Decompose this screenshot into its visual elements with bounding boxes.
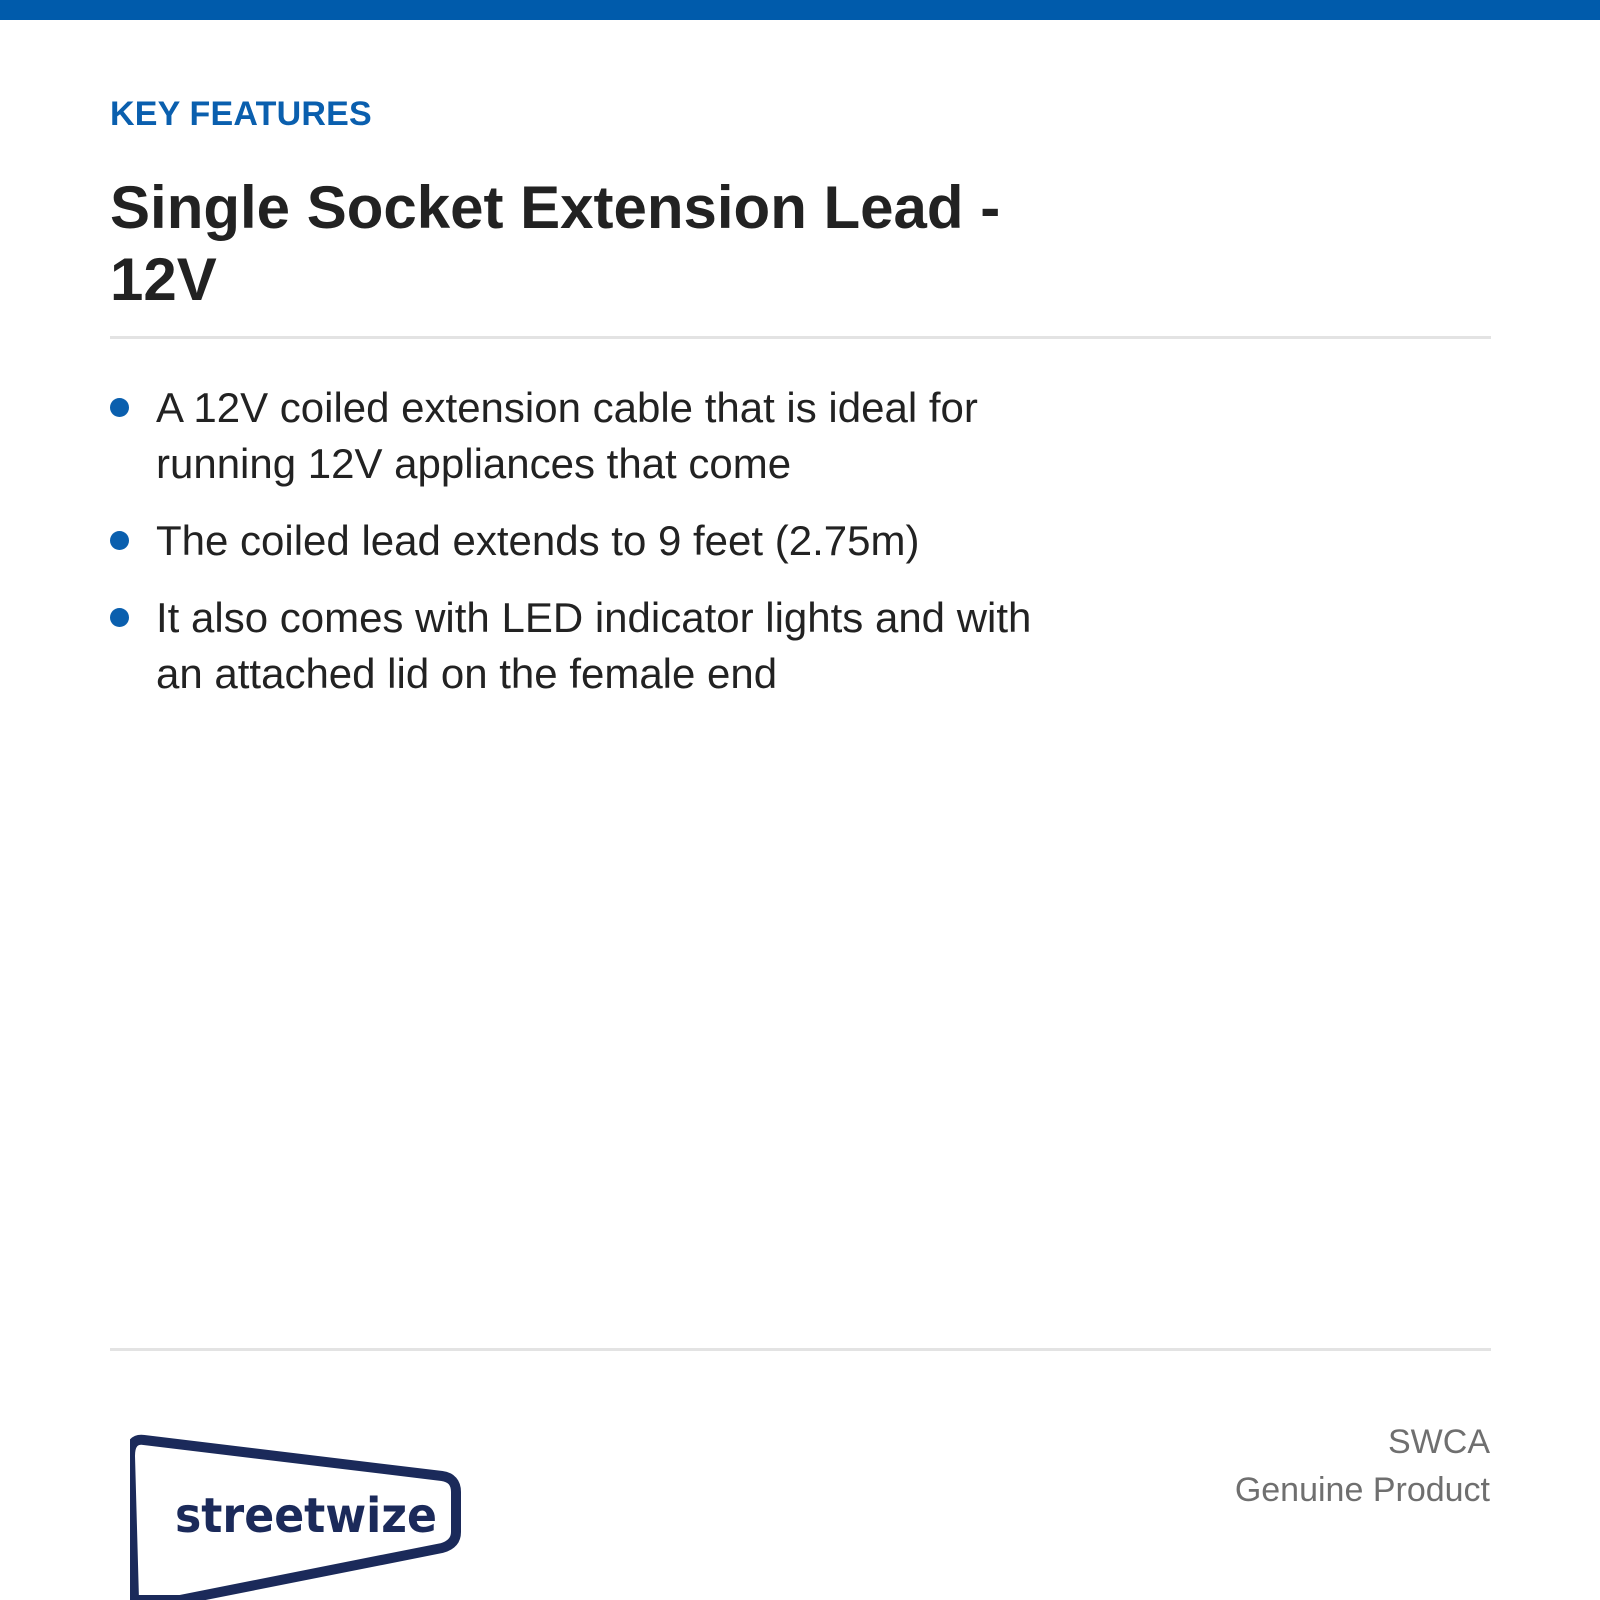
bullet-dot-icon	[110, 398, 129, 417]
section-eyebrow: KEY FEATURES	[110, 95, 372, 133]
brand-note	[1235, 1418, 1490, 1514]
brand-code: SWCA	[1388, 1423, 1490, 1461]
feature-text: The coiled lead extends to 9 feet (2.75m)	[156, 517, 920, 564]
feature-item	[110, 380, 1110, 492]
feature-text: A 12V coiled extension cable that is ideal for running 12V appliances that come	[156, 384, 978, 487]
feature-list	[110, 380, 1110, 723]
bullet-dot-icon	[110, 608, 129, 627]
bullet-dot-icon	[110, 531, 129, 550]
feature-text: It also comes with LED indicator lights and with an attached lid on the female end	[156, 594, 1032, 697]
logo-wordmark: streetwize	[175, 1488, 437, 1544]
top-accent-bar	[0, 0, 1600, 20]
feature-item	[110, 590, 1110, 702]
product-title: Single Socket Extension Lead - 12V	[110, 174, 1001, 313]
divider-top	[110, 336, 1491, 339]
divider-bottom	[110, 1348, 1491, 1351]
streetwize-logo	[130, 1432, 470, 1600]
feature-item	[110, 513, 1110, 569]
brand-claim: Genuine Product	[1234, 1471, 1490, 1509]
